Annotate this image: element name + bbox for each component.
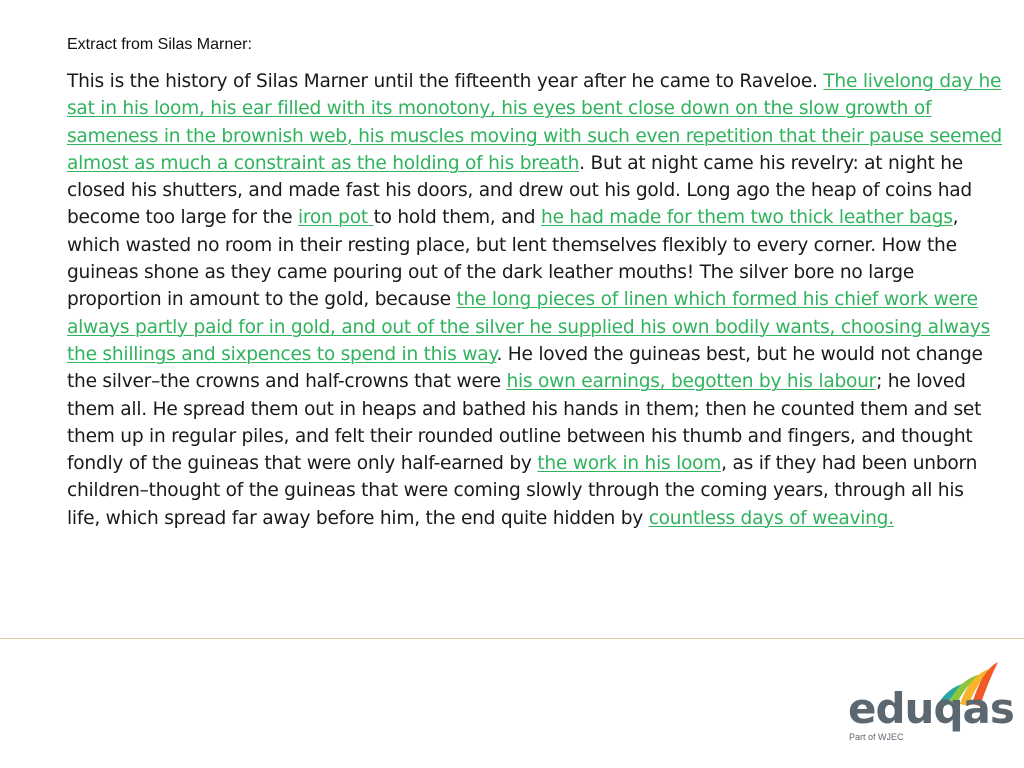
extract-title: Extract from Silas Marner: [67,36,252,53]
logo-tagline: Part of WJEC [849,732,904,742]
passage-text: This is the history of Silas Marner until the fifteenth year after he came to Raveloe. [67,71,824,92]
highlighted-quote[interactable]: the work in his loom [537,453,722,475]
passage-text: . He loved the guineas best, but he would not change the silver–the crowns and half-crowns that were [67,343,983,393]
highlighted-quote[interactable]: iron pot [297,207,374,229]
highlighted-quote[interactable]: his own earnings, begotten by his labour [506,371,877,393]
passage-text: . But at night came his revelry: at night he closed his shutters, and made fast his doors, and drew out his gold. Long ago the heap of coins had become too large for the [67,152,972,229]
logo-wordmark: eduqas [848,684,1014,733]
highlighted-quote[interactable]: countless days of weaving. [648,507,894,529]
footer-divider [0,638,1024,639]
highlighted-quote[interactable]: he had made for them two thick leather bags [541,207,953,229]
highlighted-quote[interactable]: The livelong day he sat in his loom, his ear filled with its monotony, his eyes bent close down on the slow growth of sameness in the brownish web, his muscles moving with such even repetition that their pause seemed almost as much a constraint as the holding of his breath [67,71,1002,174]
highlighted-quote[interactable]: the long pieces of linen which formed his chief work were always partly paid for in gold, and out of the silver he supplied his own bodily wants, choosing always the shillings and sixpences to spend in this way [67,289,991,365]
passage-text: ; he loved them all. He spread them out in heaps and bathed his hands in them; then he counted them and set them up in regular piles, and felt their rounded outline between his thumb and fingers, and thought fondly of the guineas that were only half-earned by [67,371,982,475]
passage-text: , which wasted no room in their resting place, but lent themselves flexibly to every corner. How the guineas shone as they came pouring out of the dark leather mouths! The silver bore no large proportion in amount to the gold, because [67,207,959,311]
extract-passage [67,68,1002,532]
passage-text: to hold them, and [373,207,542,229]
eduqas-logo [848,660,1014,748]
passage-text: , as if they had been unborn children–thought of the guineas that were coming slowly through the coming years, through all his life, which spread far away before him, the end quite hidden by [67,453,978,529]
